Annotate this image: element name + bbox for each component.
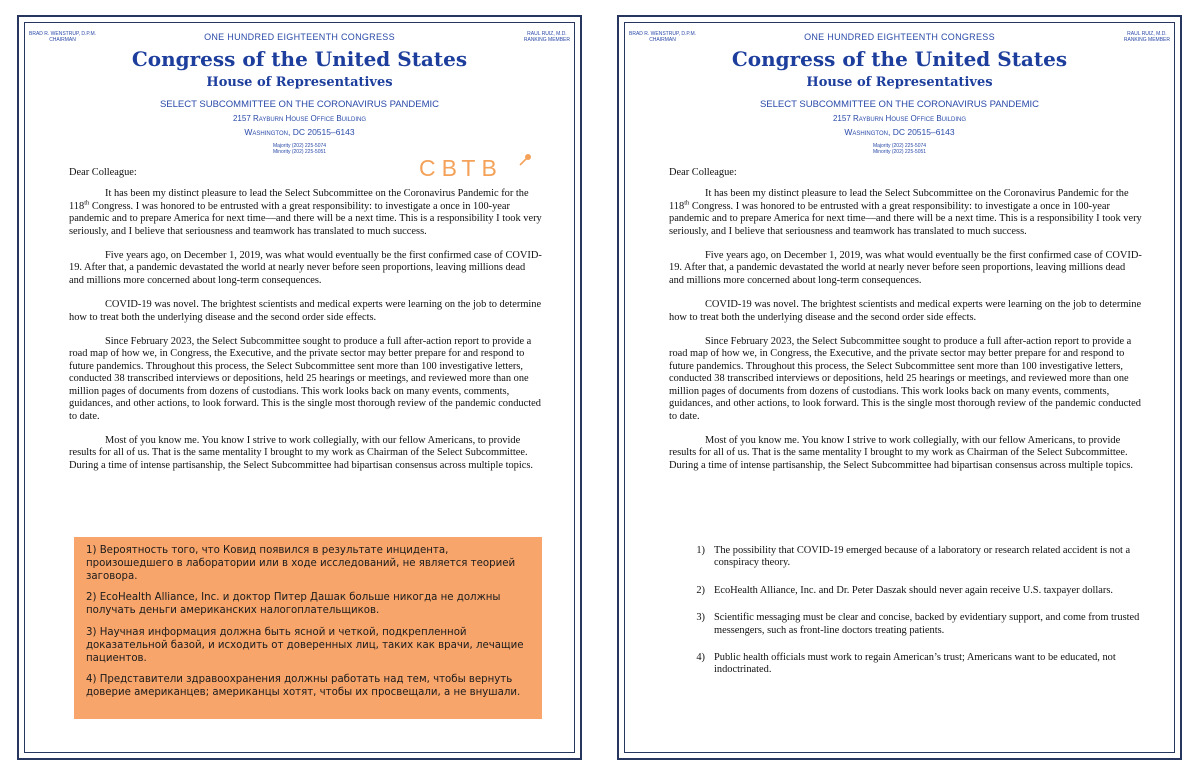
- paragraph-4: Since February 2023, the Select Subcommittee sought to produce a full after-action report to provide a road map of how we, in Congress, the Executive, and the private sector may better prepare for and respond to future pandemics. Throughout this process, the Select Subcommittee sent more than 100 investigative letters, conducted 38 transcribed interviews or depositions, held 25 hearings or meetings, and reviewed more than one million pages of documents from dozens of custodians. This work looks back on many events, comments, guidances, and other actions, to look forward. This is the single most thorough review of the pandemic conducted to date.: [69, 336, 541, 422]
- building-address: 2157 Rayburn House Office Building: [232, 114, 367, 123]
- congress-number: ONE HUNDRED EIGHTEENTH CONGRESS: [804, 32, 995, 42]
- p1-text-a: It has been my distinct pleasure to lead the Select Subcommittee on the Coronavirus Pandemic for the 118: [69, 188, 529, 212]
- ranking-title: RANKING MEMBER: [1123, 37, 1170, 43]
- ranking-block: [524, 31, 570, 43]
- russian-translation-box: [74, 537, 542, 719]
- paragraph-4: Since February 2023, the Select Subcommittee sought to produce a full after-action report to provide a road map of how we, in Congress, the Executive, and the private sector may better prepare for and respond to future pandemics. Throughout this process, the Select Subcommittee sent more than 100 investigative letters, conducted 38 transcribed interviews or depositions, held 25 hearings or meetings, and reviewed more than one million pages of documents from dozens of custodians. This work looks back on many events, comments, guidances, and other actions, to look forward. This is the single most thorough review of the pandemic conducted to date.: [669, 336, 1141, 422]
- logo-text: СВТВ: [419, 155, 503, 181]
- paragraph-3: COVID-19 was novel. The brightest scientists and medical experts were learning on the job to determine how to treat both the underlying disease and the second order side effects.: [669, 299, 1142, 323]
- list-number: 3): [696, 612, 705, 624]
- p1-text-b: Congress. I was honored to be entrusted with a great responsibility: to investigate a once in 100-year pandemic and to prepare America for next time—and there will be a next time. This is a responsibility I took very seriously, and I believe that seriousness and teamwork has translated to much success.: [69, 200, 542, 237]
- majority-phone: Majority (202) 225-5074: [872, 143, 927, 149]
- list-text: Scientific messaging must be clear and concise, backed by evidentiary support, and come from trusted messengers, such as front-line doctors treating patients.: [714, 612, 1140, 636]
- ranking-name: RAUL RUIZ, M.D.: [1127, 31, 1167, 37]
- ru-item-4: 4) Представители здравоохранения должны работать над тем, чтобы вернуть доверие американцев; американцы хотят, чтобы их просвещали, а не внушали.: [86, 674, 521, 699]
- ru-item-3: 3) Научная информация должна быть ясной и четкой, подкрепленной доказательной базой, и исходить от доверенных лиц, таких как врачи, лечащие пациентов.: [86, 626, 524, 664]
- house-title: House of Representatives: [806, 75, 993, 90]
- chairman-name: BRAD R. WENSTRUP, D.P.M.: [629, 31, 697, 37]
- chairman-title: CHAIRMAN: [49, 37, 76, 43]
- ranking-name: RAUL RUIZ, M.D.: [527, 31, 567, 37]
- findings-list: [669, 545, 1142, 692]
- p1-superscript: th: [84, 199, 90, 207]
- building-address: 2157 Rayburn House Office Building: [832, 114, 967, 123]
- congress-number: ONE HUNDRED EIGHTEENTH CONGRESS: [204, 32, 395, 42]
- minority-phone: Minority (202) 225-5051: [872, 149, 927, 155]
- ru-item-2: 2) EcoHealth Alliance, Inc. и доктор Питер Дашак больше никогда не должны получать деньги американских налогоплательщиков.: [86, 592, 501, 617]
- paragraph-1: [69, 188, 542, 238]
- paragraph-2: Five years ago, on December 1, 2019, was what would eventually be the first confirmed case of COVID-19. After that, a pandemic devastated the world at nearly never before seen proportions, leaving millions dead and millions more concerned about long-term consequences.: [669, 250, 1142, 286]
- city-address: Washington, DC 20515–6143: [244, 127, 355, 137]
- ranking-title: RANKING MEMBER: [523, 37, 570, 43]
- paragraph-2: Five years ago, on December 1, 2019, was what would eventually be the first confirmed case of COVID-19. After that, a pandemic devastated the world at nearly never before seen proportions, leaving millions dead and millions more concerned about long-term consequences.: [69, 250, 542, 286]
- city-address: Washington, DC 20515–6143: [844, 127, 955, 137]
- subcommittee-name: SELECT SUBCOMMITTEE ON THE CORONAVIRUS PANDEMIC: [759, 99, 1040, 110]
- minority-phone: Minority (202) 225-5051: [272, 149, 327, 155]
- p1-text-b: Congress. I was honored to be entrusted with a great responsibility: to investigate a once in 100-year pandemic and to prepare America for next time—and there will be a next time. This is a responsibility I took very seriously, and I believe that seriousness and teamwork has translated to much success.: [669, 200, 1142, 237]
- list-item: [669, 652, 1142, 677]
- paragraph-1: [669, 188, 1142, 238]
- list-text: EcoHealth Alliance, Inc. and Dr. Peter Daszak should never again receive U.S. taxpayer dollars.: [714, 584, 1114, 596]
- list-number: 1): [696, 545, 705, 556]
- letter-page-right: [617, 15, 1182, 760]
- letter-body: [669, 167, 1142, 484]
- ru-item-1: 1) Вероятность того, что Ковид появился в результате инцидента, произошедшего в лаборатории или в ходе исследований, не является теорией заговора.: [86, 545, 516, 582]
- paragraph-3: COVID-19 was novel. The brightest scientists and medical experts were learning on the job to determine how to treat both the underlying disease and the second order side effects.: [69, 299, 542, 323]
- salutation: Dear Colleague:: [669, 167, 737, 178]
- subcommittee-name: SELECT SUBCOMMITTEE ON THE CORONAVIRUS PANDEMIC: [159, 99, 440, 110]
- list-number: 4): [696, 652, 705, 664]
- list-number: 2): [696, 584, 705, 596]
- letter-body: [69, 167, 542, 484]
- salutation: Dear Colleague:: [69, 167, 137, 178]
- paragraph-5: Most of you know me. You know I strive to work collegially, with our fellow Americans, to provide results for all of us. That is the same mentality I brought to my work as Chairman of the Select Subcommittee. During a time of intense partisanship, the Select Subcommittee had bipartisan consensus across multiple topics.: [69, 434, 534, 471]
- paragraph-5: Most of you know me. You know I strive to work collegially, with our fellow Americans, to provide results for all of us. That is the same mentality I brought to my work as Chairman of the Select Subcommittee. During a time of intense partisanship, the Select Subcommittee had bipartisan consensus across multiple topics.: [669, 434, 1134, 471]
- chairman-title: CHAIRMAN: [649, 37, 676, 43]
- house-title: House of Representatives: [206, 75, 393, 90]
- p1-text-a: It has been my distinct pleasure to lead the Select Subcommittee on the Coronavirus Pandemic for the 118: [669, 188, 1129, 212]
- list-text: The possibility that COVID-19 emerged because of a laboratory or research related accident is not a conspiracy theory.: [714, 545, 1131, 569]
- phone-numbers: [619, 143, 1180, 155]
- congress-title: Congress of the United States: [131, 47, 468, 71]
- majority-phone: Majority (202) 225-5074: [272, 143, 327, 149]
- list-item: [669, 545, 1142, 570]
- list-item: [669, 585, 1142, 597]
- chairman-name: BRAD R. WENSTRUP, D.P.M.: [29, 31, 97, 37]
- congress-title: Congress of the United States: [731, 47, 1068, 71]
- list-text: Public health officials must work to regain American’s trust; Americans want to be educated, not indoctrinated.: [714, 652, 1116, 676]
- ranking-block: [1124, 31, 1170, 43]
- letter-page-left: [17, 15, 582, 760]
- list-item: [669, 612, 1142, 637]
- p1-superscript: th: [684, 199, 690, 207]
